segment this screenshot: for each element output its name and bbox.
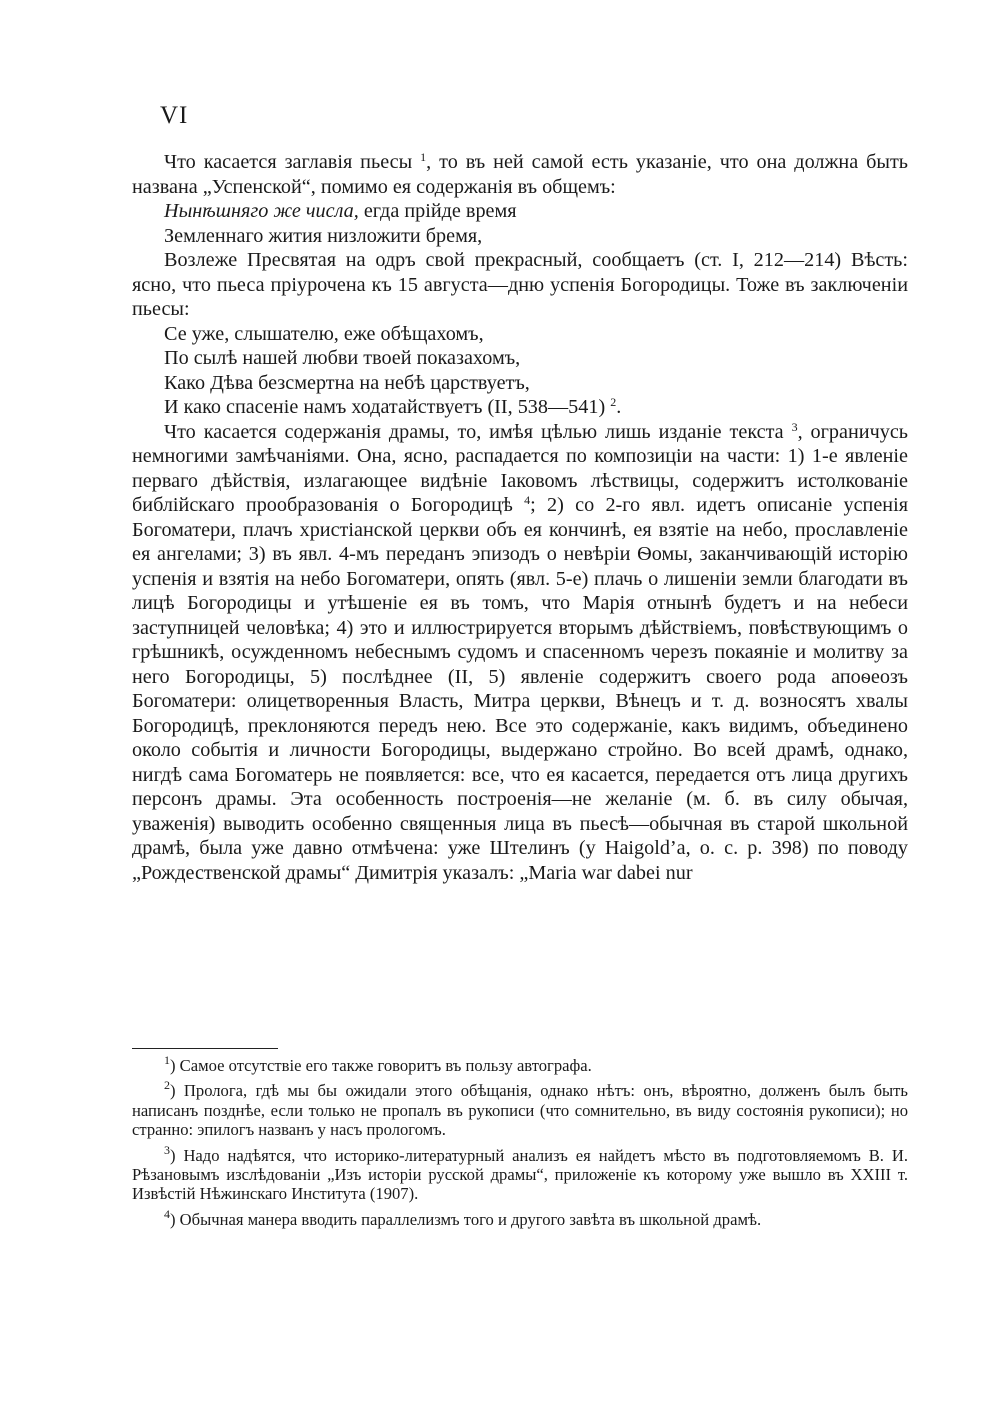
footnote-ref-1: 1 bbox=[420, 150, 427, 164]
paragraph-text: сообщаетъ (ст. I, 212—214) Вѣсть: ясно, что пьеса пріурочена къ 15 августа—дню успенія Богородицы. Тоже въ заключеніи пьесы: bbox=[132, 249, 908, 320]
footnote-ref-2: 2 bbox=[610, 395, 617, 409]
verse-line bbox=[164, 395, 908, 420]
verse-quote-2 bbox=[132, 322, 908, 420]
footnote-text: ) Обычная манера вводить параллелизмъ того и другого завѣта въ школьной драмѣ. bbox=[170, 1209, 762, 1229]
paragraph-text: Что касается содержанія драмы, то, имѣя цѣлью лишь изданіе текста bbox=[164, 420, 784, 443]
verse-text: И како спасеніе намъ ходатайствуетъ (II, 538—541) bbox=[164, 396, 606, 418]
verse-line: Возлеже Пресвятая на одръ свой прекрасный, bbox=[164, 249, 583, 271]
verse-line: По сылѣ нашей любви твоей показахомъ, bbox=[164, 347, 521, 369]
footnote-4 bbox=[132, 1206, 908, 1229]
main-text bbox=[132, 150, 908, 885]
paragraph-verse-continuation bbox=[132, 248, 908, 322]
footnote-2 bbox=[132, 1078, 908, 1140]
paragraph-text: , ограничусь немногими замѣчаніями. Она, ясно, распадается по композиціи на части: 1) 1-е явленіе перваго дѣйствія, излагающее видѣніе Іаковомъ лѣствицы, содержитъ истолкованіе библійскаго прообразованія о Богородицѣ bbox=[132, 420, 908, 516]
verse-line: Земленнаго жития низложити бремя, bbox=[164, 224, 483, 247]
footnote-1 bbox=[132, 1053, 908, 1075]
footnote-mark: 4 bbox=[164, 1206, 170, 1221]
paragraph-text: ; 2) со 2-го явл. идетъ описаніе успенія Богоматери, плачъ христіанской церкви объ ея кончинѣ, ея взятіе на небо, прославленіе ея ангелами; 3) въ явл. 4-мъ переданъ эпизодъ о невѣріи Ѳомы, заканчивающій исторію успенія и взятія на небо Богоматери, опять (явл. 5-е) плачь о лишеніи земли благодати въ лицѣ Богородицы и утѣшеніе ея въ томъ, что Марія отнынѣ будетъ и на небеси заступницей человѣка; 4) это и иллюстрируется вторымъ дѣйствіемъ, повѣствующимъ о грѣшникѣ, осужденномъ небеснымъ судомъ и спасенномъ черезъ покаяніе и молитву за него Богородицы, 5) послѣднее (II, 5) явленіе содержитъ своего рода апоѳеозъ Богоматери: олицетворенныя Власть, Митра церкви, Вѣнецъ и т. д. возносятъ хвалы Богородицѣ, преклоняются передъ нею. Все это содержаніе, какъ видимъ, объединено около событія и личности Богородицы, выдержано стройно. Во всей драмѣ, однако, нигдѣ сама Богоматерь не появляется: все, что ея касается, передается отъ лица другихъ персонъ драмы. Эта особенность построенія—не желаніе (м. б. въ силу обычая, уваженія) выводить особенно священныя лица въ пьесѣ—обычная въ старой школьной драмѣ, была уже давно отмѣчена: уже Штелинъ (у Haigold’a, o. c. p. 398) по поводу „Рождественской драмы“ Димитрія указалъ: „Maria war dabei nur bbox=[132, 494, 908, 884]
paragraph-text: Что касается заглавія пьесы bbox=[164, 151, 413, 173]
verse-text: . bbox=[616, 396, 622, 418]
footnote-text: ) Пролога, гдѣ мы бы ожидали этого обѣщанія, однако нѣтъ: онъ, вѣроятно, долженъ былъ быть написанъ позднѣе, если только не пропалъ въ рукописи (что сомнительно, въ виду состоянія рукописи); но странно: эпилогъ названъ у насъ прологомъ. bbox=[132, 1081, 908, 1140]
paragraph-contents bbox=[132, 420, 908, 886]
footnote-mark: 1 bbox=[164, 1053, 170, 1067]
verse-line: Се уже, слышателю, еже обѣщахомъ, bbox=[164, 322, 484, 345]
footnotes bbox=[132, 1053, 908, 1235]
footnote-3 bbox=[132, 1142, 908, 1204]
footnote-mark: 2 bbox=[164, 1078, 170, 1093]
verse-text: егда прійде время bbox=[358, 200, 517, 222]
footnote-ref-3: 3 bbox=[791, 419, 798, 434]
footnote-mark: 3 bbox=[164, 1142, 170, 1157]
verse-line bbox=[164, 199, 908, 224]
footnote-text: ) Надо надѣятся, что историко-литературный анализъ ея найдетъ мѣсто въ подготовляемомъ В. И. Рѣзановымъ изслѣдованіи „Изъ исторіи русской драмы“, приложеніе къ которому уже вышло въ XXIII т. Извѣстій Нѣжинскаго Института (1907). bbox=[132, 1145, 908, 1204]
footnote-ref-4: 4 bbox=[524, 493, 531, 507]
verse-line: Како Дѣва безсмертна на небѣ царствуетъ, bbox=[164, 371, 530, 394]
footnote-separator bbox=[132, 1048, 278, 1049]
paragraph-text: , то въ ней самой есть указаніе, что она должна быть названа „Успенской“, помимо ея содержанія въ общемъ: bbox=[132, 151, 909, 198]
footnote-text: ) Самое отсутствіе его также говоритъ въ пользу автографа. bbox=[170, 1056, 592, 1075]
verse-quote-1 bbox=[132, 199, 908, 248]
verse-italic: Нынѣшняго же числа, bbox=[164, 200, 359, 222]
page-number: VI bbox=[160, 102, 189, 129]
paragraph-title-discussion bbox=[132, 150, 908, 199]
